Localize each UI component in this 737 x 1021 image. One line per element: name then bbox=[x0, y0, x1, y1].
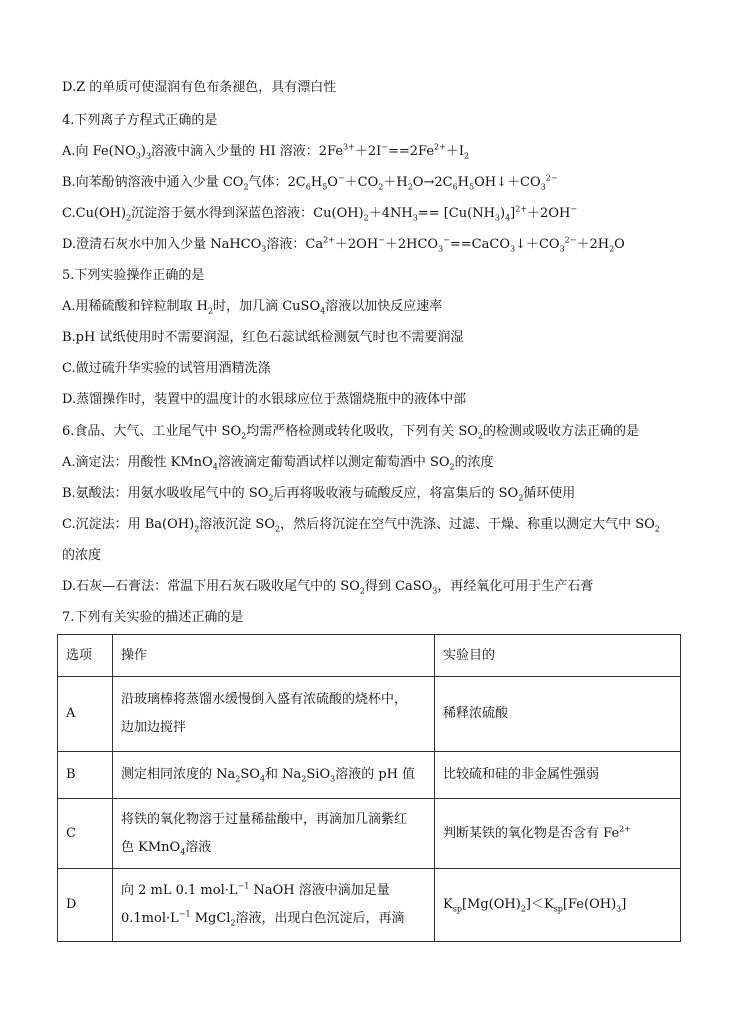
row-purpose: $K_{sp}[Mg(OH)_2]<K_{sp}[Fe(OH)_3]$ bbox=[435, 869, 681, 942]
header-operation: 操作 bbox=[113, 635, 435, 677]
q6-option-b: B.氨酸法：用氨水吸收尾气中的 $SO_2$后再将吸收液与硫酸反应，将富集后的 $SO_2$循环使用 bbox=[62, 486, 576, 503]
question-4-stem: 4.下列离子方程式正确的是 bbox=[62, 113, 218, 128]
table-row bbox=[58, 752, 681, 799]
operation-line: 向 2 mL 0.1 $mol\cdot L^{-1}$ NaOH 溶液中滴加足量 bbox=[121, 881, 390, 898]
row-operation bbox=[113, 677, 435, 752]
q4-option-c: $C.Cu(OH)_2$沉淀溶于氨水得到深蓝色溶液：$Cu(OH)_2+4NH_3== [Cu(NH_3)_4]^{2+}+2OH^-$ bbox=[62, 204, 578, 223]
row-operation bbox=[113, 869, 435, 942]
table-row bbox=[58, 799, 681, 869]
question-6-stem: 6.食品、大气、工业尾气中 $SO_2$均需严格检测或转化吸收，下列有关 $SO_2$的检测或吸收方法正确的是 bbox=[62, 424, 640, 441]
table-row bbox=[58, 677, 681, 752]
header-purpose: 实验目的 bbox=[435, 635, 681, 677]
line-d-z: D.Z 的单质可使湿润有色布条褪色，具有漂白性 bbox=[62, 80, 337, 95]
q5-option-c: C.做过硫升华实验的试管用酒精洗涤 bbox=[62, 361, 271, 376]
row-option: C bbox=[58, 799, 113, 869]
operation-line: 色 KMnO$_4$溶液 bbox=[121, 839, 212, 857]
experiment-table bbox=[57, 634, 681, 942]
question-7-stem: 7.下列有关实验的描述正确的是 bbox=[62, 610, 244, 625]
row-option: B bbox=[58, 752, 113, 799]
row-operation bbox=[113, 799, 435, 869]
table-row bbox=[58, 869, 681, 942]
question-5-stem: 5.下列实验操作正确的是 bbox=[62, 268, 205, 283]
q4-option-d: D.澄清石灰水中加入少量 NaHCO$_3$溶液：$Ca^{2+}+2OH^-+2HCO_3^-==CaCO_3↓+CO_3^{2-}+2H_2O$ bbox=[62, 235, 625, 254]
row-purpose: 比较硫和硅的非金属性强弱 bbox=[435, 752, 681, 799]
q5-option-b: B.pH 试纸使用时不需要润湿，红色石蕊试纸检测氨气时也不需要润湿 bbox=[62, 330, 464, 345]
q6-option-d: D.石灰—石膏法：常温下用石灰石吸收尾气中的 $SO_2$得到 CaSO$_3$，再经氧化可用于生产石膏 bbox=[62, 579, 594, 596]
q4-option-b: B.向苯酚钠溶液中通入少量 $CO_2$气体：$2C_6H_5O^-+CO_2+H_2O\to 2C_6H_5OH↓+CO_3^{2-}$ bbox=[62, 173, 558, 192]
q4-option-a: A.向 $Fe(NO_3)_3$溶液中滴入少量的 HI 溶液：$2Fe^{3+}+2I^-==2Fe^{2+}+I_2$ bbox=[62, 142, 470, 161]
operation-line: 沿玻璃棒将蒸馏水缓慢倒入盛有浓硫酸的烧杯中， bbox=[121, 692, 408, 707]
q6-option-c: C.沉淀法：用 $Ba(OH)_2$溶液沉淀 $SO_2$，然后将沉淀在空气中洗涤、过滤、干燥、称重以测定大气中 $SO_2$ bbox=[62, 517, 660, 534]
header-option: 选项 bbox=[58, 635, 113, 677]
row-purpose: 判断某铁的氧化物是否含有 $Fe^{2+}$ bbox=[435, 799, 681, 869]
row-purpose: 稀释浓硫酸 bbox=[435, 677, 681, 752]
operation-line: 将铁的氧化物溶于过量稀盐酸中，再滴加几滴紫红 bbox=[121, 811, 408, 827]
row-option: D bbox=[58, 869, 113, 942]
q5-option-d: D.蒸馏操作时，装置中的温度计的水银球应位于蒸馏烧瓶中的液体中部 bbox=[62, 392, 467, 407]
q6-option-a: A.滴定法：用酸性 KMnO$_4$溶液滴定葡萄酒试样以测定葡萄酒中 $SO_2$的浓度 bbox=[62, 455, 494, 472]
row-operation: 测定相同浓度的 $Na_2SO_4$和 $Na_2SiO_3$溶液的 pH 值 bbox=[113, 752, 435, 799]
q6-option-c-cont: 的浓度 bbox=[62, 548, 102, 563]
operation-line: 边加边搅拌 bbox=[121, 720, 187, 735]
table-header-row bbox=[58, 635, 681, 677]
q5-option-a: A.用稀硫酸和锌粒制取 $H_2$时，加几滴 CuSO$_4$溶液以加快反应速率 bbox=[62, 299, 443, 316]
operation-line: $0.1mol\cdot L^{-1}$ MgCl$_2$溶液，出现白色沉淀后，再滴 bbox=[121, 909, 405, 928]
row-option: A bbox=[58, 677, 113, 752]
